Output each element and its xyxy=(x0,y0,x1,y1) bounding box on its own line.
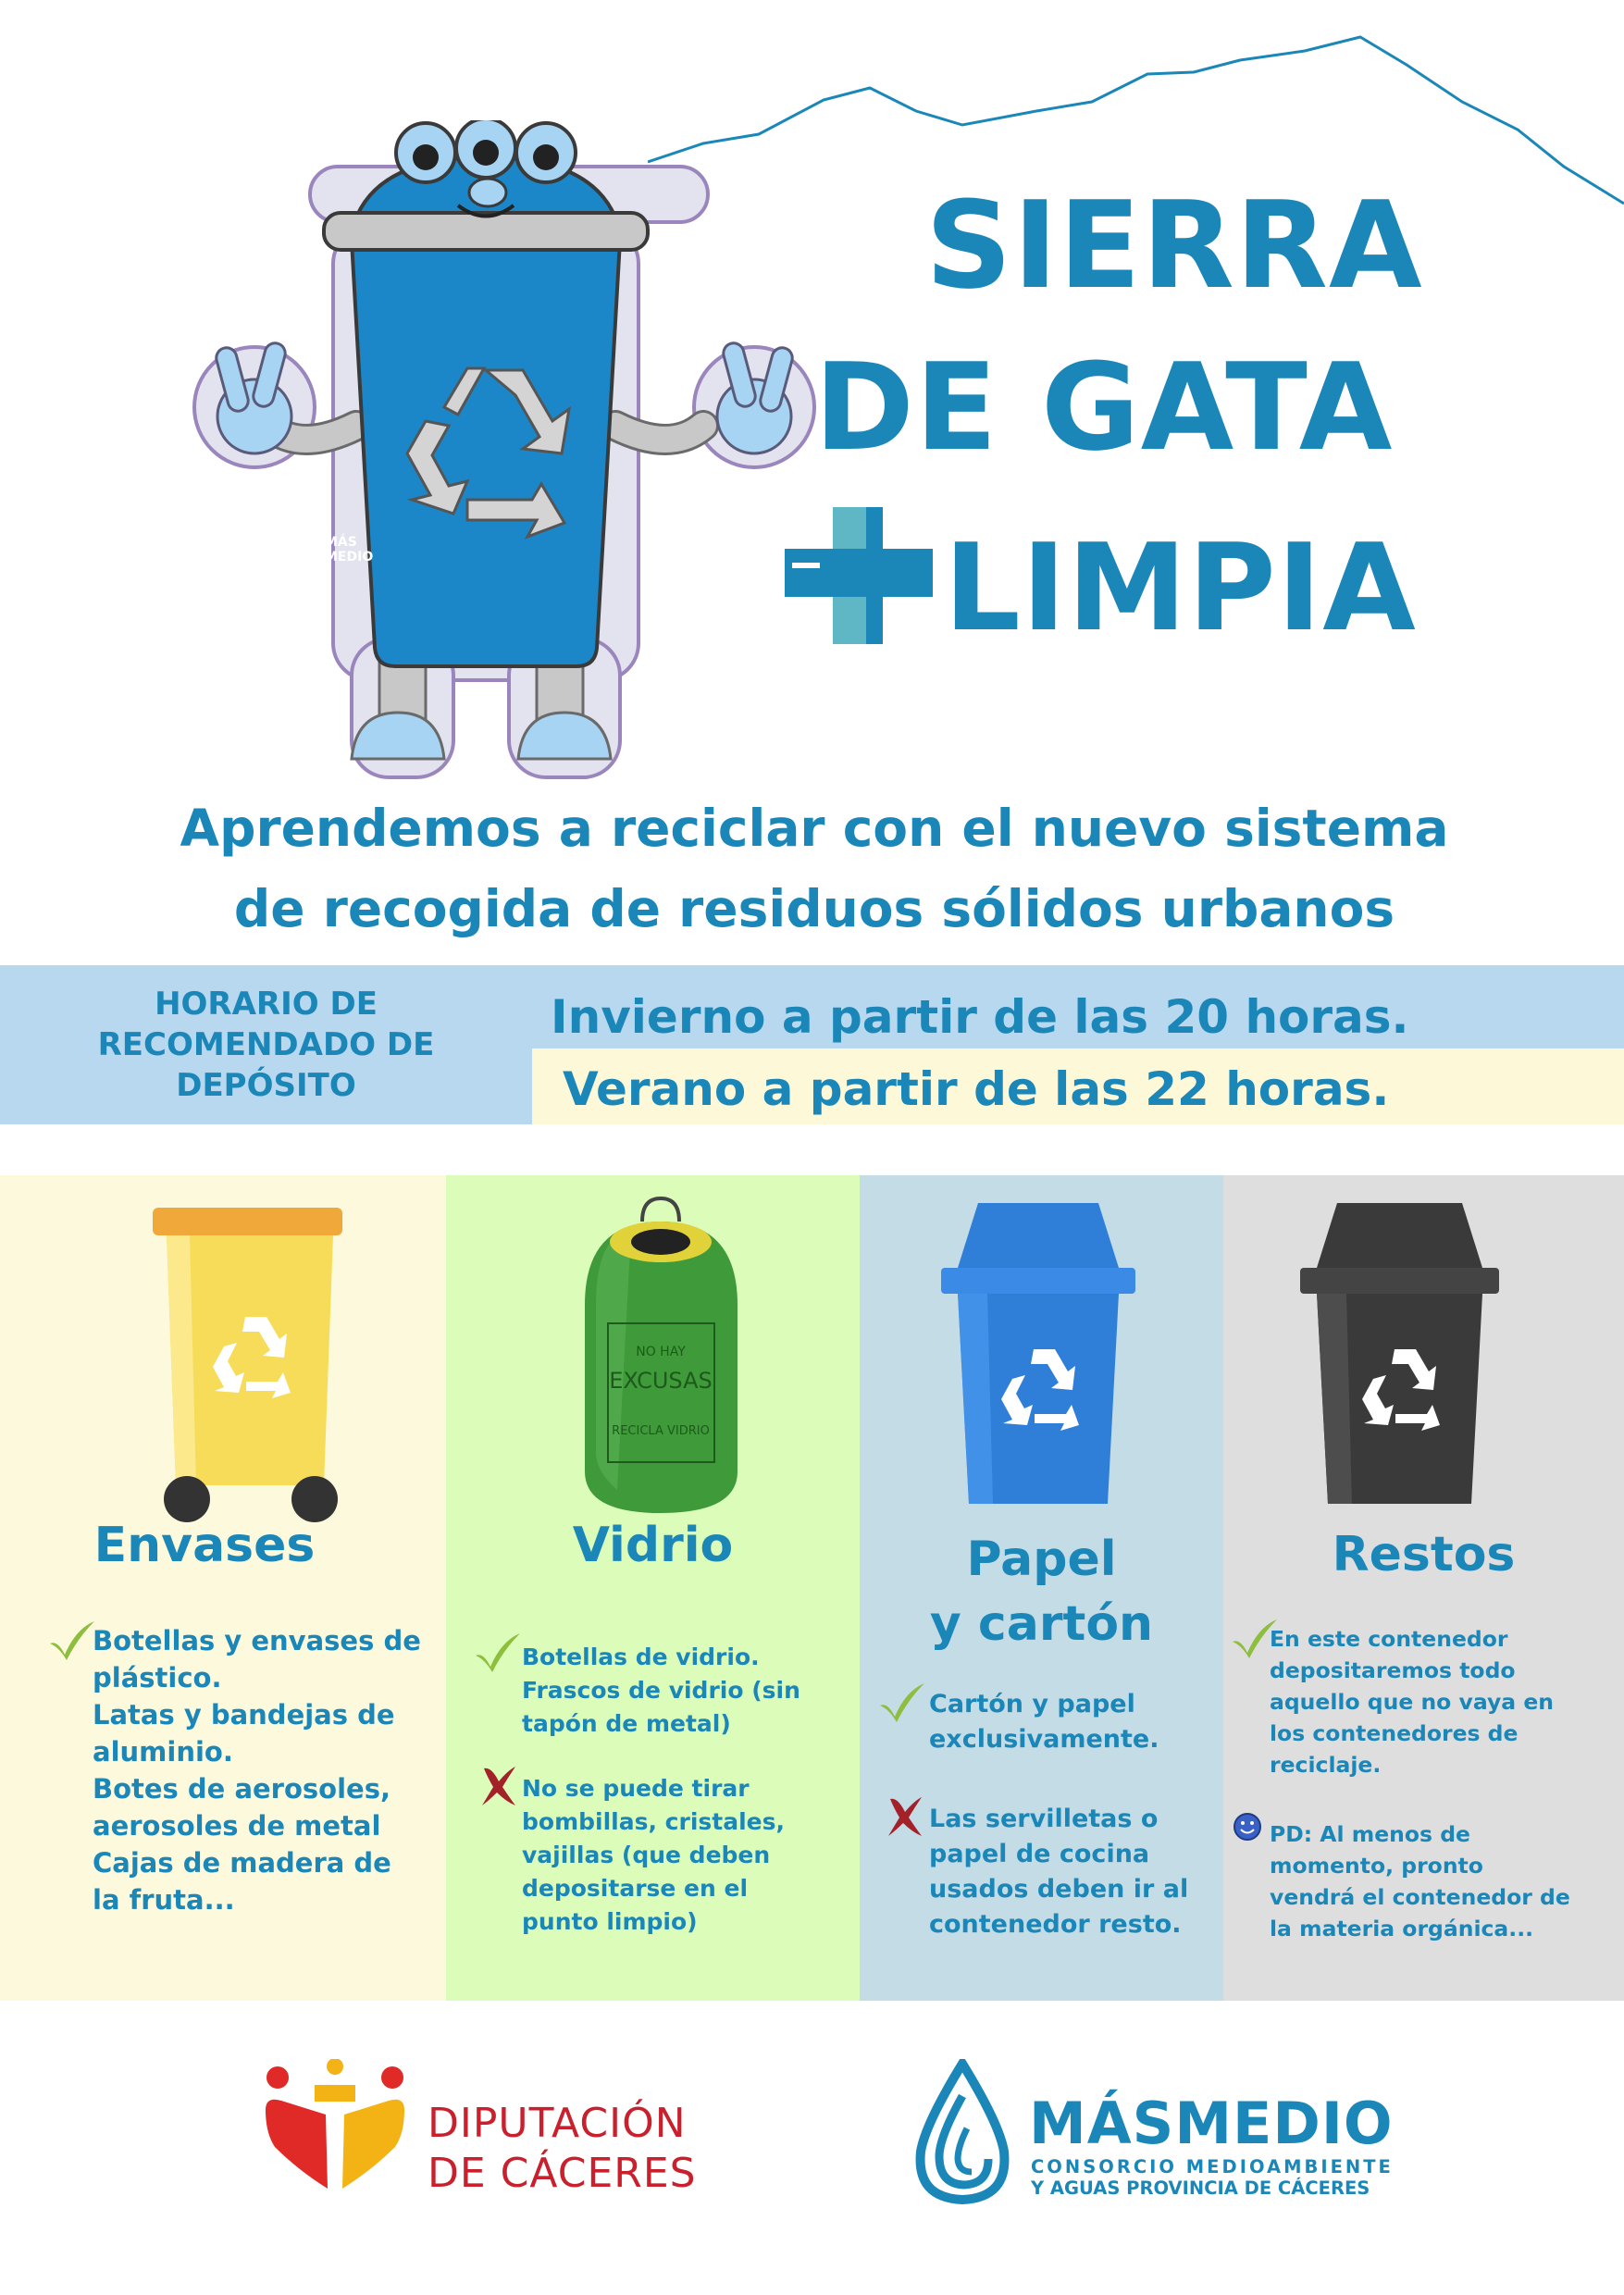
bin-item-text xyxy=(929,1802,1188,1942)
item-line: plástico. xyxy=(93,1662,222,1693)
vidrio-container-text-1: NO HAY xyxy=(636,1345,686,1359)
diputacion-name xyxy=(428,2099,697,2199)
item-line: Botes de aerosoles, xyxy=(93,1773,391,1805)
diputacion-line: DE CÁCERES xyxy=(428,2150,697,2197)
item-line: Frascos de vidrio (sin xyxy=(522,1677,800,1704)
bin-name-envases: Envases xyxy=(93,1518,316,1573)
bin-item-text xyxy=(522,1641,800,1741)
item-line: Las servilletas o xyxy=(929,1805,1159,1833)
item-line: No se puede tirar xyxy=(522,1775,750,1802)
bin-column-restos xyxy=(1223,1175,1624,2001)
mascot-illustration xyxy=(190,120,819,787)
item-line: Botellas de vidrio. xyxy=(522,1644,760,1670)
item-line: Latas y bandejas de xyxy=(93,1699,395,1731)
masmedio-drop-icon xyxy=(907,2059,1018,2207)
item-line: En este contenedor xyxy=(1270,1626,1508,1652)
check-icon xyxy=(878,1681,926,1724)
check-icon xyxy=(48,1619,96,1662)
item-line: depositaremos todo xyxy=(1270,1657,1516,1683)
blue-container-icon xyxy=(941,1203,1135,1508)
item-line: Botellas y envases de xyxy=(93,1625,421,1656)
schedule-label-line: HORARIO DE xyxy=(155,986,378,1023)
item-line: contenedor resto. xyxy=(929,1910,1182,1939)
cross-icon xyxy=(478,1765,519,1807)
bin-item-text xyxy=(1270,1623,1554,1780)
item-line: aquello que no vaya en xyxy=(1270,1689,1554,1715)
vidrio-container-text-3: RECICLA VIDRIO xyxy=(612,1424,710,1438)
item-line: vajillas (que deben xyxy=(522,1842,771,1868)
vidrio-container-text-2: EXCUSAS xyxy=(609,1368,713,1394)
masmedio-title: MÁSMEDIO xyxy=(1029,2090,1394,2157)
item-line: exclusivamente. xyxy=(929,1725,1159,1754)
schedule-label xyxy=(0,965,532,1124)
item-line: usados deben ir al xyxy=(929,1875,1189,1904)
bin-name-line: y cartón xyxy=(929,1596,1154,1652)
bin-item-text xyxy=(929,1687,1159,1757)
item-line: momento, pronto xyxy=(1270,1853,1483,1879)
masmedio-sub-line: CONSORCIO MEDIOAMBIENTE xyxy=(1031,2156,1394,2177)
green-igloo-container-icon xyxy=(576,1194,747,1513)
bin-column-vidrio xyxy=(446,1175,860,2001)
title-line-2: DE GATA xyxy=(814,337,1394,478)
schedule-label-line: DEPÓSITO xyxy=(176,1067,356,1104)
bin-name-restos: Restos xyxy=(1332,1527,1516,1582)
schedule-winter: Invierno a partir de las 20 horas. xyxy=(551,990,1409,1044)
check-icon xyxy=(474,1631,522,1674)
bin-item-text xyxy=(522,1772,785,1939)
bin-column-papel xyxy=(860,1175,1223,2001)
svg-text:MEDIO: MEDIO xyxy=(325,550,374,564)
svg-text:MÁS: MÁS xyxy=(325,535,357,550)
masmedio-subtitle xyxy=(1031,2156,1394,2199)
title-line-1: SIERRA xyxy=(925,175,1423,316)
item-line: los contenedores de xyxy=(1270,1720,1519,1746)
bin-item-text xyxy=(93,1622,421,1918)
yellow-container-icon xyxy=(148,1208,352,1532)
bin-name-line: Papel xyxy=(966,1532,1117,1587)
item-line: papel de cocina xyxy=(929,1840,1150,1868)
item-line: vendrá el contenedor de xyxy=(1270,1884,1570,1910)
item-line: la fruta... xyxy=(93,1884,235,1916)
bin-name-vidrio: Vidrio xyxy=(572,1518,734,1573)
title-line-3: LIMPIA xyxy=(944,517,1417,658)
schedule-summer: Verano a partir de las 22 horas. xyxy=(563,1062,1390,1116)
item-line: Cajas de madera de xyxy=(93,1847,391,1879)
item-line: tapón de metal) xyxy=(522,1710,731,1737)
subtitle-line-1: Aprendemos a reciclar con el nuevo sistema xyxy=(180,799,1449,858)
schedule-label-line: RECOMENDADO DE xyxy=(97,1026,435,1063)
subtitle-line-2: de recogida de residuos sólidos urbanos xyxy=(233,879,1395,938)
item-line: reciclaje. xyxy=(1270,1752,1382,1778)
cross-icon xyxy=(885,1795,925,1838)
bin-column-envases xyxy=(0,1175,446,2001)
item-line: la materia orgánica... xyxy=(1270,1916,1534,1941)
item-line: bombillas, cristales, xyxy=(522,1808,785,1835)
bin-item-text xyxy=(1270,1818,1570,1944)
item-line: Cartón y papel xyxy=(929,1690,1135,1718)
item-line: aerosoles de metal xyxy=(93,1810,381,1842)
item-line: PD: Al menos de xyxy=(1270,1821,1470,1847)
bin-name-papel xyxy=(860,1527,1223,1656)
masmedio-sub-line: Y AGUAS PROVINCIA DE CÁCERES xyxy=(1031,2177,1370,2199)
diputacion-line: DIPUTACIÓN xyxy=(428,2100,687,2147)
smile-icon xyxy=(1233,1812,1262,1842)
item-line: punto limpio) xyxy=(522,1908,698,1935)
black-container-icon xyxy=(1300,1203,1499,1508)
item-line: depositarse en el xyxy=(522,1875,749,1902)
diputacion-logo-icon xyxy=(261,2059,409,2198)
item-line: aluminio. xyxy=(93,1736,233,1768)
plus-icon xyxy=(785,507,933,655)
